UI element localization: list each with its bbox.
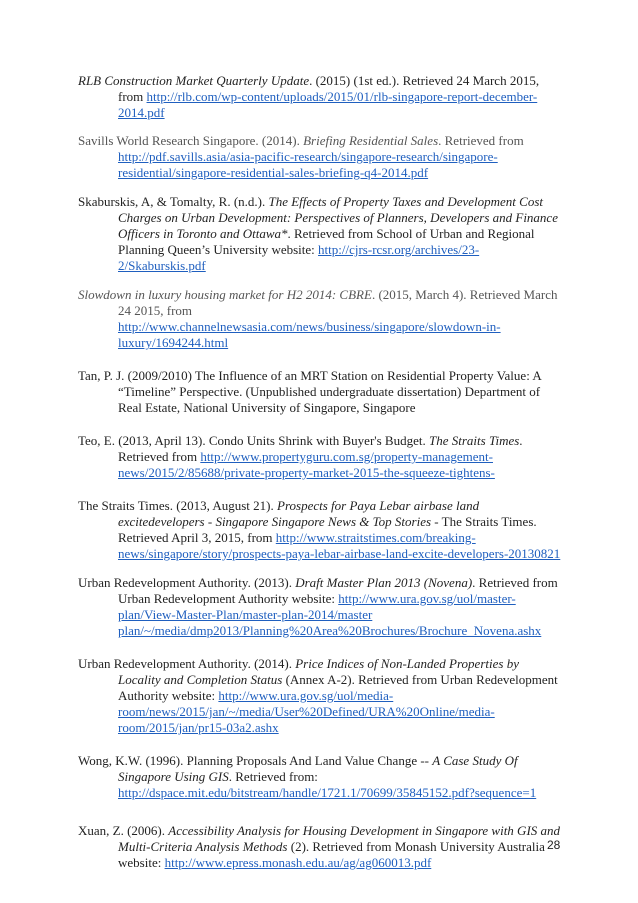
reference-title: Briefing Residential Sales [303,133,439,148]
reference-entry [78,823,563,871]
reference-text: Tan, P. J. (2009/2010) The Influence of an MRT Station on Residential Property Value: A “Timeline” Perspective. (Unpublished undergraduate dissertation) Department of Real Estate, National University of Singapore, Singapore [78,368,542,415]
reference-entry [78,575,563,639]
reference-author: Savills World Research Singapore. (2014). [78,133,304,148]
reference-details: . Retrieved from Urban Redevelopment Authority website: [118,575,558,606]
reference-title: The Straits Times [428,433,520,448]
reference-entry [78,498,563,562]
reference-author: Urban Redevelopment Authority. (2014). [78,656,296,671]
reference-entry [78,133,563,181]
reference-title: Draft Master Plan 2013 (Novena) [295,575,473,590]
reference-details: . Retrieved from [118,433,523,464]
reference-details: (2). Retrieved from Monash University Australia website: [118,839,545,870]
reference-title: The Effects of Property Taxes and Development Cost Charges on Urban Development: Perspectives of Planners, Developers and Finance Officers in Toronto and Ottawa* [118,194,558,241]
reference-link[interactable]: http://pdf.savills.asia/asia-pacific-research/singapore-research/singapore-residential/singapore-residential-sales-briefing-q4-2014.pdf [118,149,498,180]
reference-link[interactable]: http://www.propertyguru.com.sg/property-management-news/2015/2/85688/private-property-market-2015-the-squeeze-tightens- [118,449,495,480]
reference-details: . (2015, March 4). Retrieved March 24 2015, from [118,287,558,318]
reference-title: Slowdown in luxury housing market for H2 2014: CBRE [78,287,372,302]
reference-title: RLB Construction Market Quarterly Update [78,73,310,88]
reference-link[interactable]: http://www.channelnewsasia.com/news/business/singapore/slowdown-in-luxury/1694244.html [118,319,501,350]
reference-link[interactable]: http://cjrs-rcsr.org/archives/23-2/Skaburskis.pdf [118,242,480,273]
reference-link[interactable]: http://www.ura.gov.sg/uol/master-plan/View-Master-Plan/master-plan-2014/master plan/~/media/dmp2013/Planning%20Area%20Brochures/Brochure_Novena.ashx [118,591,542,638]
reference-link[interactable]: http://www.ura.gov.sg/uol/media-room/news/2015/jan/~/media/User%20Defined/URA%20Online/media-room/2015/jan/pr15-03a2.ashx [118,688,495,735]
reference-link[interactable]: http://rlb.com/wp-content/uploads/2015/01/rlb-singapore-report-december-2014.pdf [118,89,538,120]
reference-details: . Retrieved from [438,133,524,148]
reference-entry [78,656,563,736]
reference-title: Accessibility Analysis for Housing Development in Singapore with GIS and Multi-Criteria Analysis Methods [118,823,561,854]
reference-author: Wong, K.W. (1996). Planning Proposals And Land Value Change -- [78,753,433,768]
page-number: 28 [547,838,561,852]
reference-details: (Annex A-2). Retrieved from Urban Redevelopment Authority website: [118,672,558,703]
reference-details: . Retrieved from School of Urban and Regional Planning Queen’s University website: [118,226,535,257]
reference-title: Prospects for Paya Lebar airbase land excitedevelopers - Singapore Singapore News & Top Stories [118,498,480,529]
reference-author: Teo, E. (2013, April 13). Condo Units Shrink with Buyer's Budget. [78,433,429,448]
reference-link[interactable]: http://dspace.mit.edu/bitstream/handle/1721.1/70699/35845152.pdf?sequence=1 [118,785,537,800]
reference-details: . Retrieved from: [228,769,318,784]
reference-title: Price Indices of Non-Landed Properties by Locality and Completion Status [118,656,519,687]
reference-details: - The Straits Times. Retrieved April 3, 2015, from [118,514,537,545]
reference-entry [78,433,563,481]
reference-link[interactable]: http://www.epress.monash.edu.au/ag/ag060013.pdf [164,855,432,870]
reference-author: Skaburskis, A, & Tomalty, R. (n.d.). [78,194,269,209]
reference-entry [78,194,563,274]
reference-entry [78,368,563,416]
reference-link[interactable]: http://www.straitstimes.com/breaking-news/singapore/story/prospects-paya-lebar-airbase-land-excite-developers-20130821 [118,530,561,561]
reference-entry [78,73,563,121]
reference-entry [78,287,563,351]
reference-author: Urban Redevelopment Authority. (2013). [78,575,296,590]
reference-list [78,73,563,884]
reference-entry [78,753,563,801]
reference-author: The Straits Times. (2013, August 21). [78,498,277,513]
reference-author: Xuan, Z. (2006). [78,823,169,838]
reference-details: . (2015) (1st ed.). Retrieved 24 March 2015, from [118,73,540,104]
reference-title: A Case Study Of Singapore Using GIS [118,753,518,784]
